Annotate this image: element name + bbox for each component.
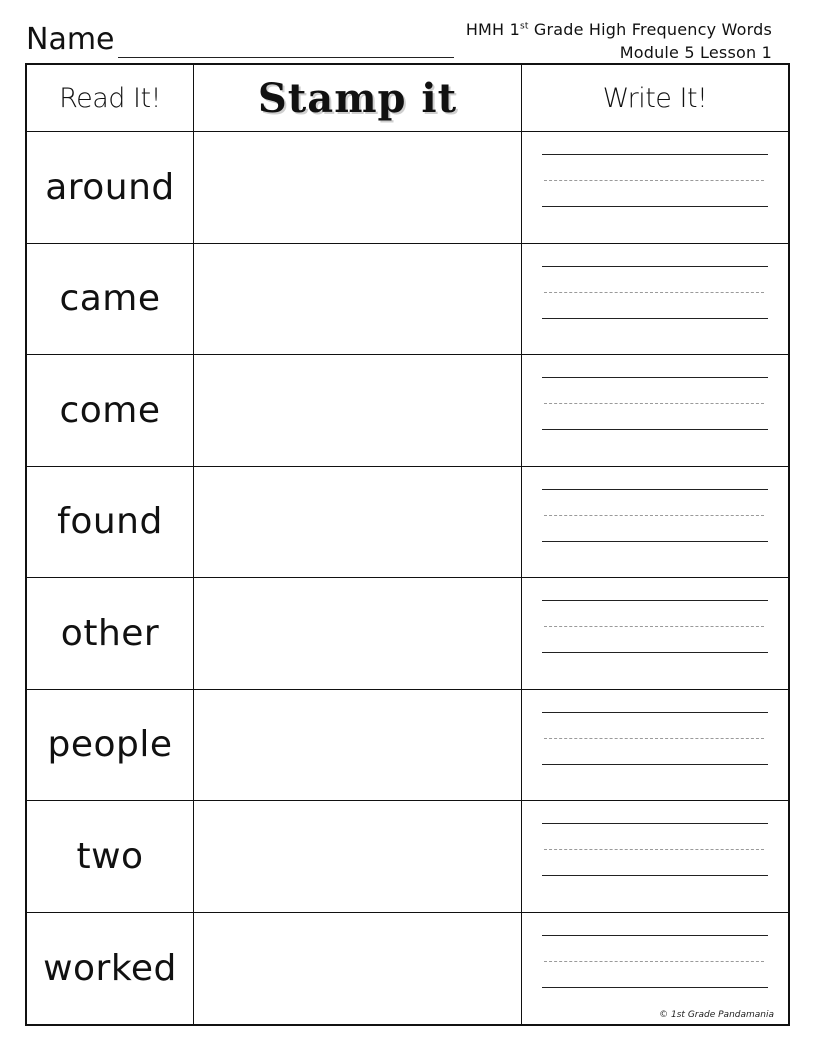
solid-guideline xyxy=(542,154,768,155)
write-area[interactable] xyxy=(522,578,788,690)
write-area[interactable] xyxy=(522,913,788,1025)
solid-guideline xyxy=(542,600,768,601)
stamp-area[interactable] xyxy=(194,244,522,356)
stamp-it-heading: Stamp it xyxy=(257,74,458,122)
word-cell xyxy=(27,244,194,356)
dashed-midline xyxy=(544,961,764,962)
header-stamp-cell xyxy=(194,65,522,132)
write-area[interactable] xyxy=(522,132,788,244)
title-suffix: Grade High Frequency Words xyxy=(528,20,772,39)
stamp-area[interactable] xyxy=(194,801,522,913)
word-cell xyxy=(27,913,194,1025)
sight-word: people xyxy=(47,724,173,766)
write-area[interactable] xyxy=(522,467,788,579)
handwriting-lines xyxy=(542,489,768,541)
solid-guideline xyxy=(542,318,768,319)
read-it-heading: Read It! xyxy=(59,82,161,114)
handwriting-lines xyxy=(542,823,768,875)
name-label: Name xyxy=(26,22,115,57)
dashed-midline xyxy=(544,403,764,404)
worksheet-title xyxy=(466,18,772,41)
solid-guideline xyxy=(542,377,768,378)
word-cell xyxy=(27,355,194,467)
sight-word: found xyxy=(57,501,163,543)
handwriting-lines xyxy=(542,154,768,206)
header-read-cell xyxy=(27,65,194,132)
solid-guideline xyxy=(542,875,768,876)
solid-guideline xyxy=(542,206,768,207)
dashed-midline xyxy=(544,738,764,739)
solid-guideline xyxy=(542,652,768,653)
title-prefix: HMH 1 xyxy=(465,20,520,39)
word-cell xyxy=(27,801,194,913)
sight-word: other xyxy=(60,612,160,654)
solid-guideline xyxy=(542,823,768,824)
solid-guideline xyxy=(542,987,768,988)
handwriting-lines xyxy=(542,600,768,652)
dashed-midline xyxy=(544,515,764,516)
stamp-area[interactable] xyxy=(194,578,522,690)
sight-word: came xyxy=(59,278,161,320)
dashed-midline xyxy=(544,292,764,293)
dashed-midline xyxy=(544,626,764,627)
dashed-midline xyxy=(544,180,764,181)
handwriting-lines xyxy=(542,266,768,318)
solid-guideline xyxy=(542,935,768,936)
handwriting-lines xyxy=(542,712,768,764)
copyright-notice: © 1st Grade Pandamania xyxy=(659,1010,774,1020)
solid-guideline xyxy=(542,764,768,765)
solid-guideline xyxy=(542,266,768,267)
worksheet-header xyxy=(466,18,772,64)
dashed-midline xyxy=(544,849,764,850)
header-write-cell xyxy=(522,65,788,132)
stamp-area[interactable] xyxy=(194,467,522,579)
word-cell xyxy=(27,132,194,244)
stamp-area[interactable] xyxy=(194,690,522,802)
stamp-area[interactable] xyxy=(194,913,522,1025)
word-cell xyxy=(27,467,194,579)
sight-word: come xyxy=(59,389,161,431)
word-cell xyxy=(27,690,194,802)
write-area[interactable] xyxy=(522,355,788,467)
solid-guideline xyxy=(542,712,768,713)
solid-guideline xyxy=(542,541,768,542)
stamp-area[interactable] xyxy=(194,355,522,467)
sight-word: around xyxy=(45,166,175,208)
sight-word: two xyxy=(76,835,144,877)
word-cell xyxy=(27,578,194,690)
write-it-heading: Write It! xyxy=(602,82,708,114)
solid-guideline xyxy=(542,429,768,430)
name-write-line[interactable] xyxy=(118,57,454,58)
title-superscript: st xyxy=(519,21,529,32)
handwriting-lines xyxy=(542,935,768,987)
sight-word: worked xyxy=(43,947,177,989)
write-area[interactable] xyxy=(522,690,788,802)
write-area[interactable] xyxy=(522,801,788,913)
stamp-area[interactable] xyxy=(194,132,522,244)
solid-guideline xyxy=(542,489,768,490)
write-area[interactable] xyxy=(522,244,788,356)
handwriting-lines xyxy=(542,377,768,429)
worksheet-table xyxy=(25,63,790,1026)
worksheet-subtitle: Module 5 Lesson 1 xyxy=(619,43,772,62)
